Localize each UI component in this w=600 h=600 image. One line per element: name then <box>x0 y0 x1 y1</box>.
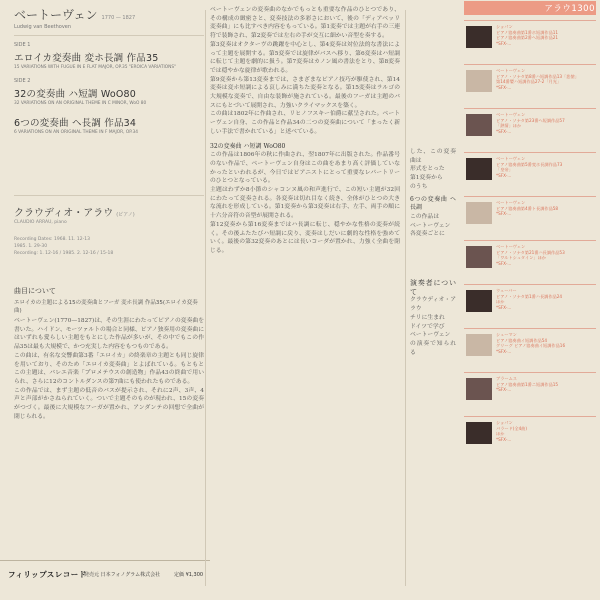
catalog-line: ブラームス <box>496 376 517 381</box>
catalog-item-text <box>496 288 596 310</box>
catalog-item <box>464 328 596 365</box>
catalog-item-text <box>496 332 596 354</box>
divider <box>14 195 204 196</box>
issuer-text: 発売元 日本フォノグラム株式会社 <box>84 572 161 578</box>
work-3 <box>14 113 209 135</box>
catalog-item <box>464 284 596 321</box>
catalog-line: ウェーバー <box>496 288 517 293</box>
notes-section <box>14 286 204 421</box>
catalog-line: 第14番嬰ハ短調作品27-2「月光」 <box>496 79 562 84</box>
side-label: SIDE 2 <box>14 78 31 84</box>
recording-line: 1985. 1. 29-30 <box>14 244 48 249</box>
paragraph: 第3変奏はオクターヴの跳躍を中心とし、第4変奏は対位法的な書法によって主題を展開する。第5変奏では旋律がバスへ移り、第6変奏はハ短調に転じて主題を劇的に扱う。第7変奏はカノン風の書法をとり、第8変奏では穏やかな旋律が歌われる。 <box>210 41 400 74</box>
catalog-line: バラード(全4曲) <box>496 425 528 431</box>
composer-name: ベートーヴェン <box>14 8 98 22</box>
catalog-line: ベートーヴェン <box>496 244 526 249</box>
side-label: SIDE 1 <box>14 42 31 48</box>
catalog-line: 「熱情」ほか <box>496 123 522 128</box>
notes-body-continued <box>210 6 400 256</box>
paragraph: ベートーヴェン <box>410 222 451 229</box>
catalog-line: 「皇帝」 <box>496 167 513 172</box>
catalog-item-text <box>496 24 596 46</box>
paragraph: 第1変奏から <box>410 175 443 182</box>
work-subheading: 6つの変奏曲 ヘ長調 <box>410 195 456 212</box>
catalog-item-text <box>496 68 596 90</box>
catalog-item-text <box>496 200 596 217</box>
series-title: アラウ1300 <box>544 4 595 14</box>
album-thumbnail <box>466 202 492 224</box>
catalog-line: ピアノ・ソナタ第21番ハ長調作品53 <box>496 249 565 255</box>
album-thumbnail <box>466 158 492 180</box>
catalog-line: *SFX-... <box>496 348 512 354</box>
paragraph: チリに生まれ <box>410 314 445 321</box>
catalog-item <box>464 196 596 233</box>
catalog-line: *SFX-... <box>496 387 512 392</box>
paragraph: の演奏で知られる <box>410 340 456 356</box>
catalog-line: ピアノ協奏曲第5番変ホ長調作品73 <box>496 161 563 167</box>
catalog-line: ピアノ・ソナタ第8番ハ短調作品13「悲愴」 <box>496 73 579 79</box>
catalog-line: ピアノ協奏曲イ短調作品54 <box>496 337 548 343</box>
catalog-line: ピアノ協奏曲第4番ト長調作品58 <box>496 205 559 211</box>
recording-info <box>14 236 204 257</box>
artist-block <box>14 204 204 225</box>
catalog-line: *SFX-... <box>496 260 512 266</box>
paragraph: この作品は <box>410 213 439 220</box>
catalog-item <box>464 416 596 453</box>
paragraph: この作品では、まず主題の低音のバスが提示され、それに2声、3声、4声と声部がかさねられていく。ついで主題そのものが現われ、15の変奏がつづく。最後に大規模なフーガが置かれ、アンダンテの回想で全曲が閉じられる。 <box>14 387 204 420</box>
catalog-item-text <box>496 420 596 442</box>
paragraph: この曲は1802年に作曲され、リヒノフスキー伯爵に献呈された。ベートーヴェン自身、この作品と作品34の二つの変奏曲について「まったく新しい手法で書かれている」と述べている。 <box>210 111 400 135</box>
paragraph: 形式をとった <box>410 166 445 173</box>
catalog-item-text <box>496 112 596 134</box>
paragraph: 第12変奏から第16変奏まではハ長調に転じ、穏やかな性格の変奏が続く。その後ふたたびハ短調に戻り、変奏はしだいに劇的な性格を強めていく。最後の第32変奏のあとには長いコーダが置かれ、力強く全曲を閉じる。 <box>210 221 400 254</box>
paragraph: した、この変奏曲は <box>410 149 456 164</box>
recording-line: Recording: 1. 12-16 / 1985. 2. 12-16 / 15-18 <box>14 251 114 256</box>
catalog-item <box>464 64 596 101</box>
left-column <box>14 0 204 600</box>
paragraph: ベートーヴェン(1770—1827)は、その生涯にわたってピアノの変奏曲を書いた。ハイドン、モーツァルトの場合と同様、ピアノ独奏用の変奏曲にはいずれも愛らしい主題をもとにした作品が多いが、その中でもこの作品35は最も大規模で、かつ充実した内容をもつものである。 <box>14 318 204 351</box>
composer-years: 1770 — 1827 <box>101 15 136 21</box>
paragraph: 各変奏ごとに <box>410 231 445 238</box>
artist-role: (ピアノ) <box>116 212 135 218</box>
artist-name: クラウディオ・アラウ <box>14 208 114 219</box>
catalog-line: グリーグ ピアノ協奏曲イ短調作品16 <box>496 343 566 348</box>
catalog-line: *SFX-... <box>496 128 512 134</box>
paragraph: のうち <box>410 183 428 190</box>
catalog-line: ベートーヴェン <box>496 200 526 205</box>
paragraph: クラウディオ・アラウ <box>410 297 456 313</box>
paragraph: 第9変奏から第13変奏までは、さまざまなピアノ技巧が駆使され、第14変奏は変ホ短調による哀しみに満ちた変奏となる。第15変奏はラルゴの大規模な変奏で、自由な装飾が施されている。最後のフーガは主題のバスにもとづいて展開され、力強いクライマックスを築く。 <box>210 76 400 109</box>
catalog-line: *SFX-... <box>496 84 512 90</box>
catalog-line: ピアノ協奏曲第2番ヘ短調作品21 <box>496 35 559 40</box>
paragraph: 主題はわずか8小節のシャコンヌ風の和声進行で、この短い主題が32回にわたって変奏される。各変奏は切れ目なく続き、全体がひとつの大きな流れを形成している。第1変奏から第3変奏は右手、左手、両手の順に十六分音符の音型が展開される。 <box>210 187 400 220</box>
composer-name-en: Ludwig van Beethoven <box>14 24 72 30</box>
catalog-line: ベートーヴェン <box>496 112 526 117</box>
catalog-item <box>464 372 596 409</box>
catalog-line: シューマン <box>496 332 517 337</box>
recording-line: Recording Dates: 1968. 11. 12-13 <box>14 237 90 242</box>
work-title-en: 32 VARIATIONS ON AN ORIGINAL THEME IN C MINOR, WoO 80 <box>14 101 147 106</box>
work-title: 32の変奏曲 ハ短調 WoO80 <box>14 89 137 100</box>
catalog-item-text <box>496 376 596 393</box>
catalog-item <box>464 108 596 145</box>
work-subheading: 32の変奏曲 ハ短調 WoO80 <box>210 142 286 150</box>
album-thumbnail <box>466 334 492 356</box>
album-thumbnail <box>466 378 492 400</box>
catalog-item <box>464 240 596 277</box>
paragraph: この作品は1806年の秋に作曲され、翌1807年に出版された。作品番号のない作品で、ベートーヴェン自身はこの曲をあまり高く評価していなかったといわれるが、今日ではピアニストにとって重要なレパートリーのひとつとなっている。 <box>210 152 400 185</box>
divider <box>14 35 204 36</box>
work-title: 6つの変奏曲 ヘ長調 作品34 <box>14 118 137 129</box>
work-title-en: 15 VARIATIONS WITH FUGUE IN E FLAT MAJOR, OP.35 "EROICA VARIATIONS" <box>14 65 177 70</box>
work-title-en: 6 VARIATIONS ON AN ORIGINAL THEME IN F MAJOR, OP.34 <box>14 130 138 135</box>
right-text-column <box>410 0 456 600</box>
paragraph: ドイツで学び <box>410 323 445 330</box>
catalog-line: ベートーヴェン <box>496 156 526 161</box>
column-rule <box>405 10 406 586</box>
paragraph: ベートーヴェンの変奏曲のなかでもっとも重要な作品のひとつであり、その構成の緻密さと、変奏技法の多彩さにおいて、後の「ディアベッリ変奏曲」にも比すべき内容をもっている。第1変奏では主題が右手の三連符で装飾され、第2変奏では左右の手が交互に細かい音型を奏する。 <box>210 7 400 40</box>
work-2 <box>14 78 209 106</box>
series-catalog-panel <box>460 0 600 600</box>
middle-column <box>210 6 400 256</box>
album-thumbnail <box>466 290 492 312</box>
album-thumbnail <box>466 246 492 268</box>
catalog-line: *SFX-... <box>496 304 512 310</box>
catalog-line: ピアノ協奏曲第1番ニ短調作品15 <box>496 381 559 387</box>
catalog-item-text <box>496 156 596 178</box>
paragraph: ベートーヴェン <box>410 332 451 339</box>
album-thumbnail <box>466 70 492 92</box>
catalog-item-text <box>496 244 596 266</box>
catalog-line: ショパン <box>496 420 513 425</box>
catalog-item <box>464 152 596 189</box>
catalog-line: *SFX-... <box>496 436 512 442</box>
footer-rule <box>0 560 210 561</box>
album-thumbnail <box>466 114 492 136</box>
catalog-line: *SFX-... <box>496 172 512 178</box>
notes-body-continued <box>410 148 456 357</box>
catalog-line: ピアノ・ソナタ第23番ヘ短調作品57 <box>496 117 565 123</box>
label-logo: フィリップスレコード <box>8 570 87 579</box>
catalog-line: ほか <box>496 299 505 304</box>
performer-heading: 演奏者について <box>410 279 456 296</box>
work-1 <box>14 42 209 70</box>
album-thumbnail <box>466 422 492 444</box>
column-rule <box>205 10 206 586</box>
work-title: エロイカ変奏曲 変ホ長調 作品35 <box>14 53 159 64</box>
catalog-line: ピアノ・ソナタ第1番ハ長調作品24 <box>496 293 563 299</box>
catalog-item <box>464 20 596 57</box>
catalog-line: ピアノ協奏曲第1番ホ短調作品11 <box>496 29 559 35</box>
catalog-line: ショパン <box>496 24 513 29</box>
price-text: 定価 ¥1,300 <box>174 572 204 578</box>
notes-subheading: エロイカの主題による15の変奏曲とフーガ 変ホ長調 作品35(エロイカ変奏曲) <box>14 300 198 314</box>
notes-heading: 曲目について <box>14 287 56 295</box>
catalog-line: ベートーヴェン <box>496 68 526 73</box>
paragraph: この曲は、有名な交響曲第3番「エロイカ」の終楽章の主題とも同じ旋律を用いており、そのため「エロイカ変奏曲」とよばれている。もともとこの主題は、バレエ音楽「プロメテウスの創造物」作品43の終曲で用いられ、さらに12のコントルダンスの第7曲にも使われたものである。 <box>14 352 204 385</box>
album-thumbnail <box>466 26 492 48</box>
catalog-line: *SFX-... <box>496 211 512 216</box>
notes-body <box>14 317 204 421</box>
catalog-line: *SFX-... <box>496 40 512 46</box>
catalog-line: 「ワルトシュタイン」ほか <box>496 255 546 260</box>
artist-name-en: CLAUDIO ARRAU, piano <box>14 220 67 225</box>
catalog-line: ほか <box>496 431 505 436</box>
